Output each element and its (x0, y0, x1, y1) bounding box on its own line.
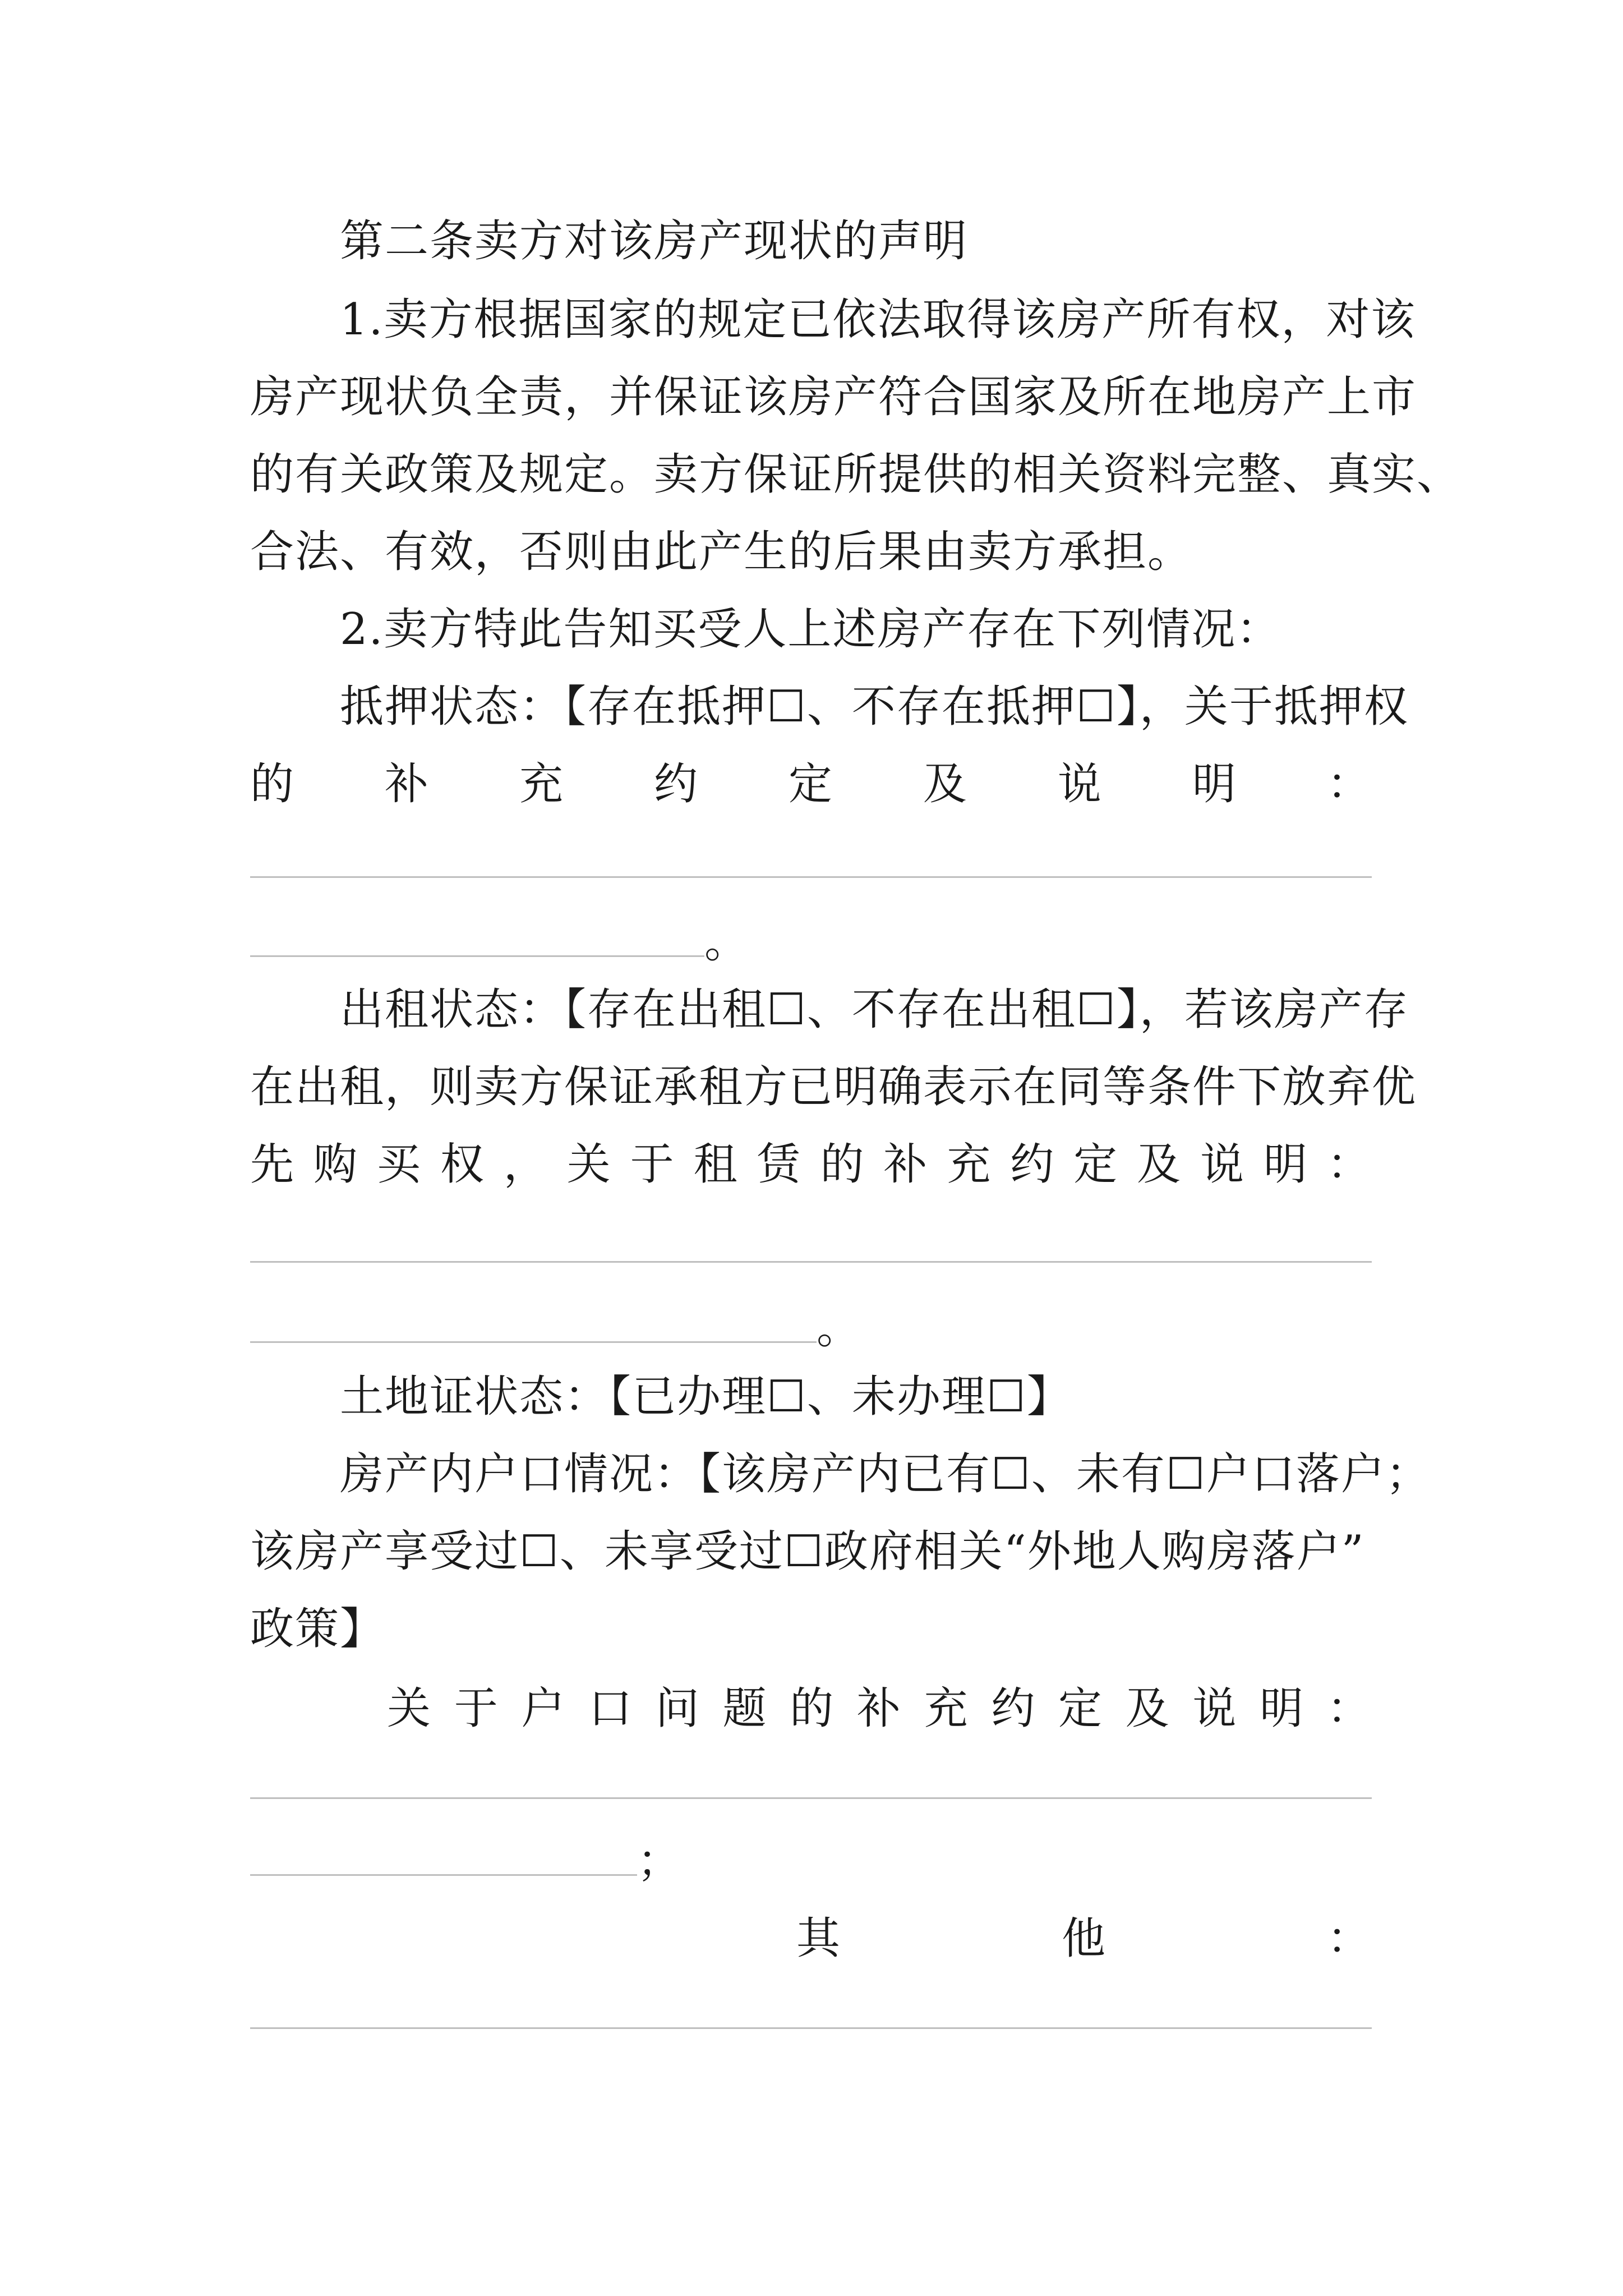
char: 充 (924, 1683, 969, 1734)
lease-blank-line-2 (250, 1300, 860, 1356)
semicolon: ； (637, 1836, 681, 1887)
hukou-blank-line-2 (250, 1833, 681, 1889)
char: ： (1326, 1683, 1372, 1734)
char: 定 (1058, 1683, 1104, 1734)
char: 于 (630, 1139, 675, 1190)
hukou-blank-line-1 (250, 1797, 1372, 1799)
char: ： (1326, 759, 1372, 809)
period: 。 (817, 1303, 861, 1354)
char: 明 (1260, 1683, 1305, 1734)
char: 补 (883, 1139, 929, 1190)
lease-status-line: 出租状态：【存在出租☐、不存在出租☐】，若该房产存 (340, 984, 1409, 1035)
char: 及 (1137, 1139, 1182, 1190)
char: ： (1326, 1913, 1372, 1964)
lease-line-2: 在出租，则卖方保证承租方已明确表示在同等条件下放弃优 (250, 1062, 1417, 1112)
char: 充 (519, 759, 564, 809)
section-heading: 第二条卖方对该房产现状的声明 (340, 216, 969, 266)
mortgage-blank-line-2 (250, 914, 748, 970)
char: 口 (588, 1683, 634, 1734)
char: 约 (653, 759, 699, 809)
char: 定 (1073, 1139, 1119, 1190)
char: 补 (384, 759, 430, 809)
char: 关 (387, 1683, 432, 1734)
lease-blank-line-1 (250, 1261, 1372, 1263)
clause-1-line-1: 1.卖方根据国家的规定已依法取得该房产所有权，对该 (340, 295, 1416, 345)
char: ， (503, 1139, 548, 1190)
char: 约 (1010, 1139, 1055, 1190)
char: 及 (923, 759, 968, 809)
char: 买 (376, 1139, 422, 1190)
char: 明 (1192, 759, 1237, 809)
clause-1-line-4: 合法、有效，否则由此产生的后果由卖方承担。 (250, 527, 1193, 577)
char: 先 (250, 1139, 296, 1190)
clause-2-intro: 2.卖方特此告知买受人上述房产存在下列情况： (340, 604, 1281, 655)
char: 题 (722, 1683, 768, 1734)
hukou-status-line-2: 该房产享受过☐、未享受过☐政府相关“外地人购房落户” (250, 1526, 1365, 1577)
mortgage-blank-line-1 (250, 876, 1372, 878)
char: 购 (313, 1139, 358, 1190)
char: 说 (1192, 1683, 1238, 1734)
char: 约 (991, 1683, 1036, 1734)
char: 赁 (757, 1139, 802, 1190)
char: 他 (1061, 1913, 1106, 1964)
blank-underline (250, 1302, 817, 1343)
char: 明 (1264, 1139, 1309, 1190)
land-cert-status-line: 土地证状态：【已办理☐、未办理☐】 (340, 1372, 1072, 1422)
blank-underline (250, 1835, 637, 1876)
mortgage-status-line: 抵押状态：【存在抵押☐、不存在抵押☐】，关于抵押权 (340, 682, 1409, 732)
mortgage-note-label (250, 756, 1372, 812)
blank-underline (250, 916, 704, 957)
hukou-note-label (387, 1681, 1372, 1737)
char: 其 (796, 1913, 842, 1964)
char: 关 (566, 1139, 612, 1190)
char: 说 (1057, 759, 1103, 809)
char: 于 (454, 1683, 499, 1734)
char: 说 (1200, 1139, 1246, 1190)
char: 户 (521, 1683, 566, 1734)
char: 租 (693, 1139, 739, 1190)
other-label (796, 1911, 1372, 1967)
hukou-status-line-3: 政策】 (250, 1604, 385, 1654)
char: 补 (856, 1683, 902, 1734)
char: 的 (820, 1139, 865, 1190)
hukou-status-line-1: 房产内户口情况：【该房产内已有☐、未有☐户口落户； (340, 1449, 1431, 1499)
char: 定 (788, 759, 833, 809)
lease-note-label (250, 1137, 1372, 1193)
char: 问 (655, 1683, 700, 1734)
char: 的 (250, 759, 296, 809)
period: 。 (704, 917, 749, 968)
char: 的 (790, 1683, 835, 1734)
clause-1-line-2: 房产现状负全责，并保证该房产符合国家及所在地房产上市 (250, 372, 1417, 422)
char: ： (1326, 1139, 1372, 1190)
other-blank-line (250, 2027, 1372, 2029)
clause-1-line-3: 的有关政策及规定。卖方保证所提供的相关资料完整、真实、 (250, 449, 1462, 500)
char: 权 (440, 1139, 485, 1190)
char: 充 (947, 1139, 992, 1190)
char: 及 (1125, 1683, 1170, 1734)
